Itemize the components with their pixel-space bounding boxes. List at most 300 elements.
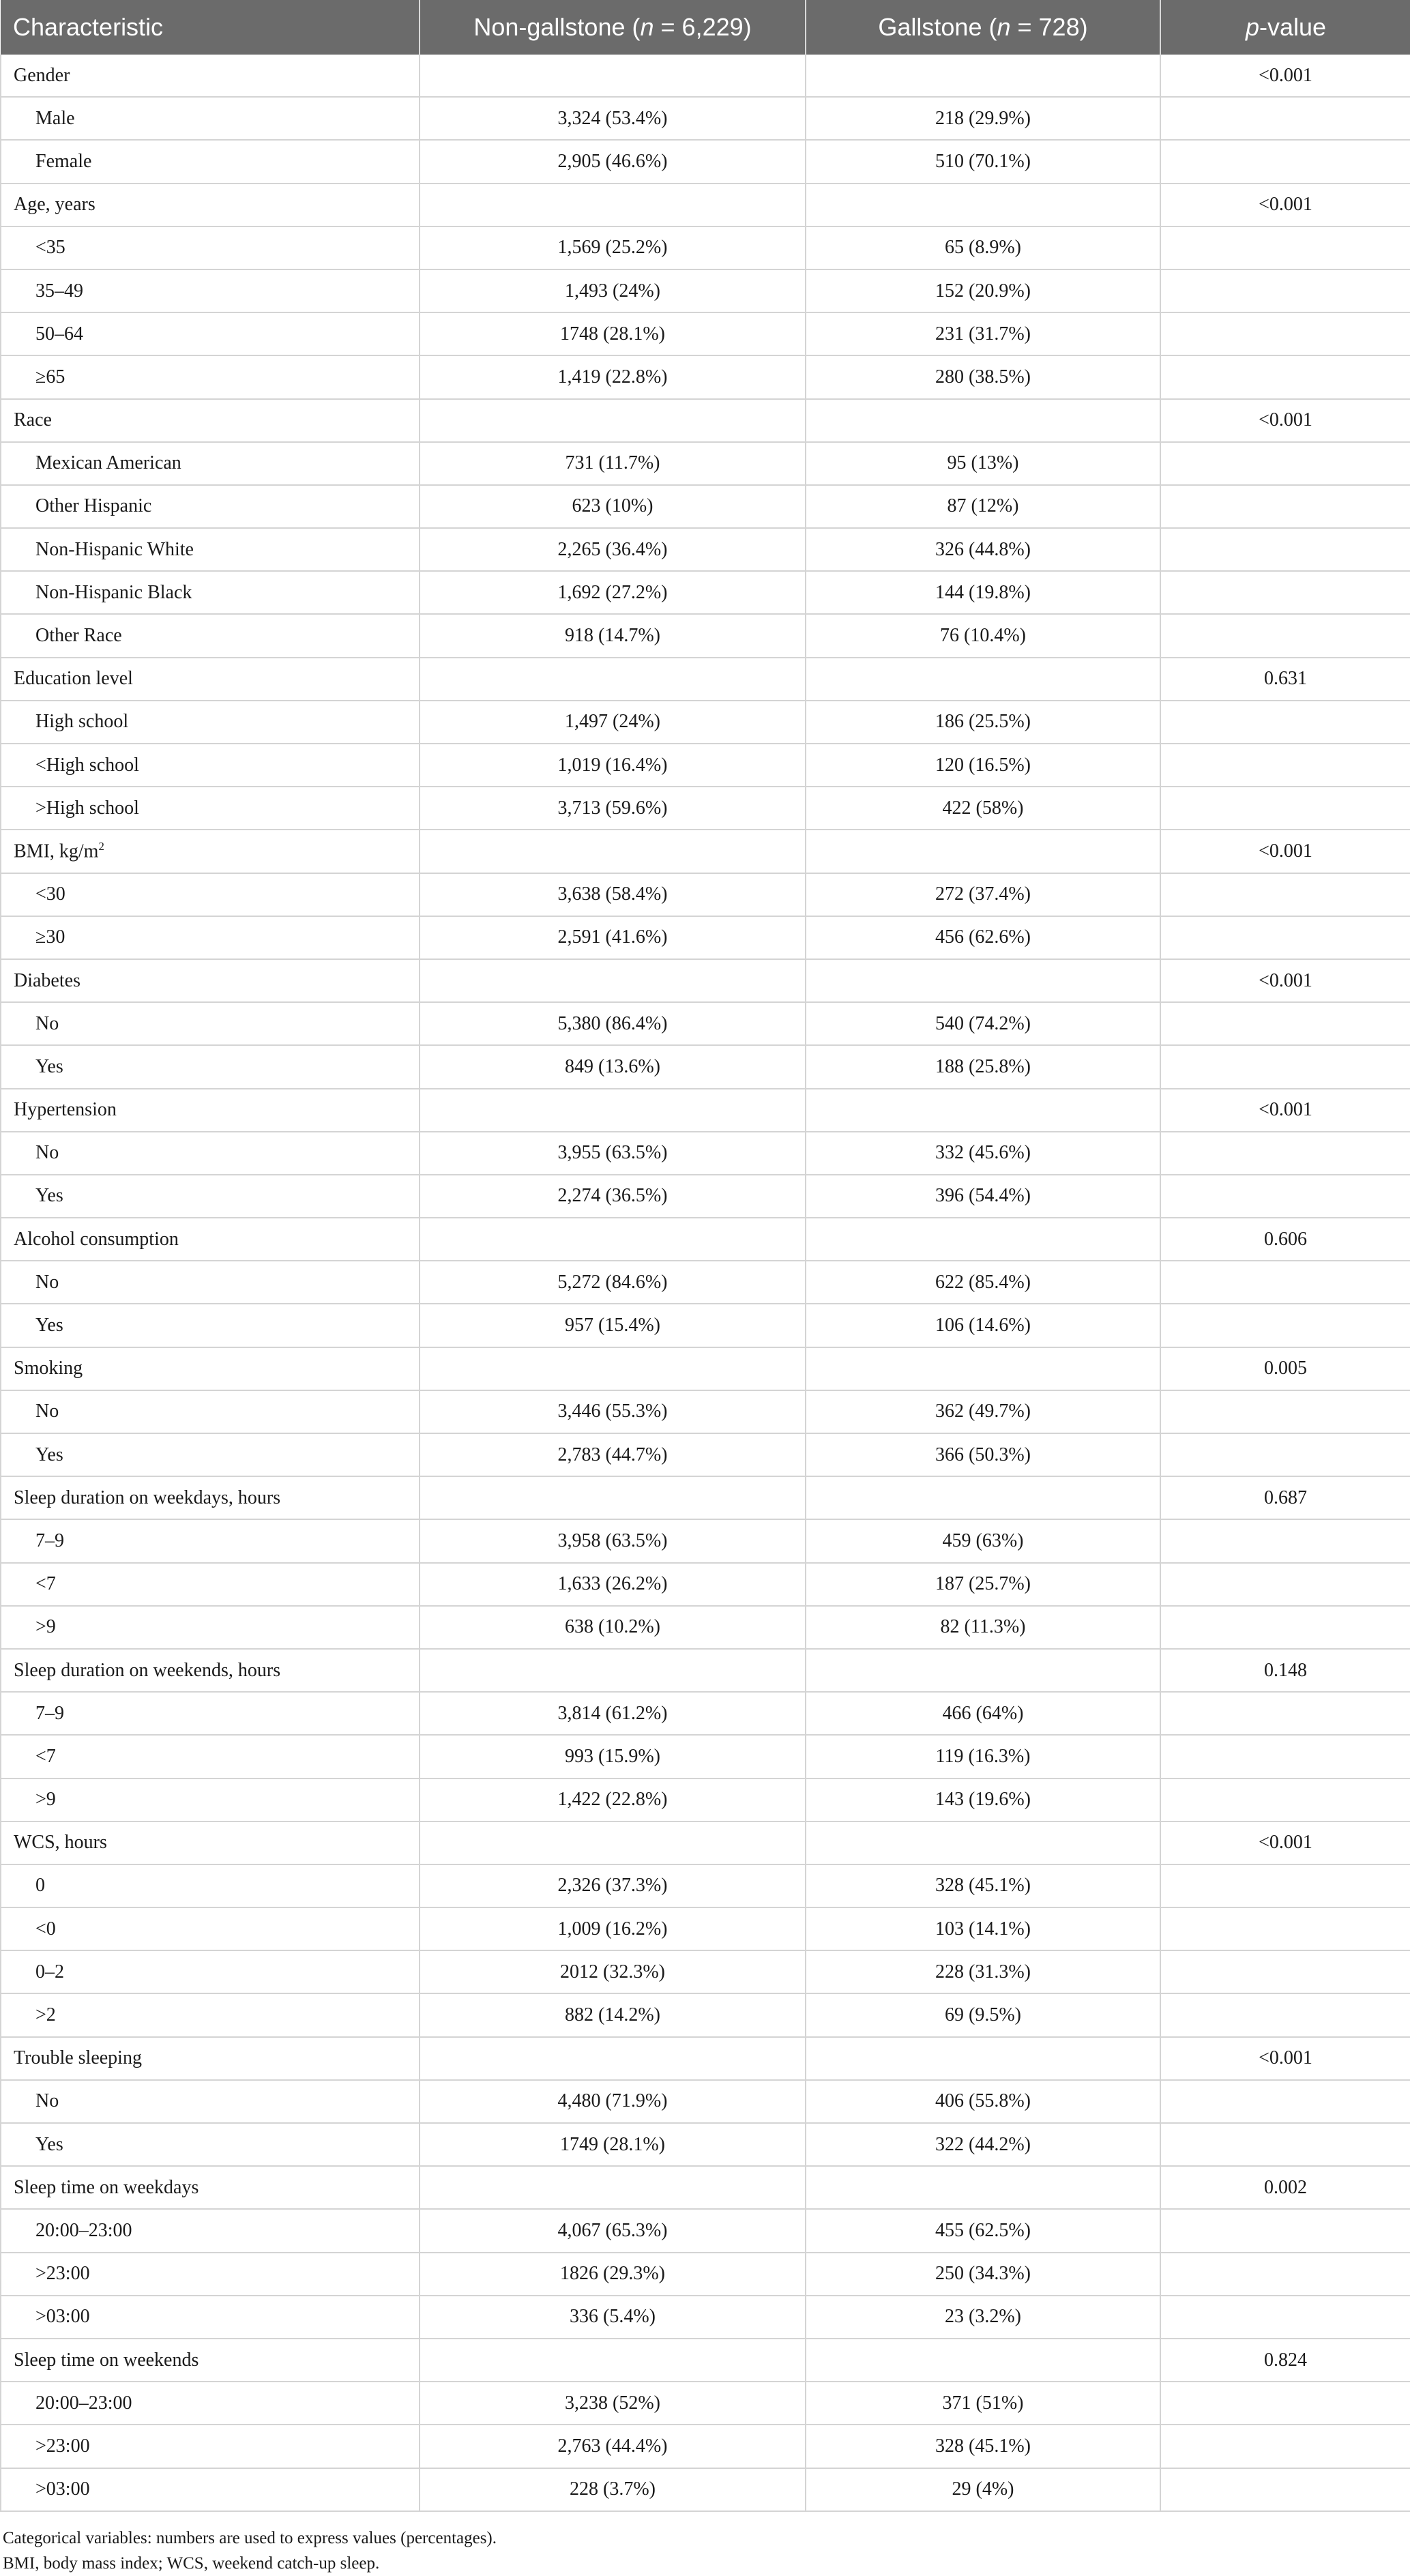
footnote-line: BMI, body mass index; WCS, weekend catch-up sleep. xyxy=(3,2553,380,2573)
row-label-cell xyxy=(1,2339,420,2382)
non-gallstone-cell xyxy=(420,1218,806,1261)
table-row xyxy=(1,485,1410,528)
non-gallstone-cell: 2,783 (44.7%) xyxy=(420,1433,806,1476)
row-label: <7 xyxy=(35,1573,56,1595)
non-gallstone-cell xyxy=(420,1347,806,1390)
row-label: BMI, kg/m xyxy=(14,840,99,862)
table-row xyxy=(1,1175,1410,1218)
gallstone-cell: 371 (51%) xyxy=(806,2382,1160,2425)
p-value-cell xyxy=(1160,140,1410,183)
non-gallstone-cell: 336 (5.4%) xyxy=(420,2296,806,2339)
gallstone-cell: 186 (25.5%) xyxy=(806,701,1160,744)
row-label: Age, years xyxy=(14,194,96,216)
row-label-cell xyxy=(1,571,420,614)
gallstone-cell xyxy=(806,959,1160,1002)
non-gallstone-cell: 2,905 (46.6%) xyxy=(420,140,806,183)
p-value-cell xyxy=(1160,1735,1410,1778)
row-label: >High school xyxy=(35,797,139,819)
table-group-row xyxy=(1,184,1410,226)
row-label-cell xyxy=(1,2166,420,2209)
non-gallstone-cell: 1,497 (24%) xyxy=(420,701,806,744)
gallstone-cell xyxy=(806,2037,1160,2080)
table-row xyxy=(1,2468,1410,2511)
row-label: No xyxy=(35,1401,59,1422)
table-row xyxy=(1,2425,1410,2468)
gallstone-cell: 106 (14.6%) xyxy=(806,1304,1160,1347)
row-label: 0 xyxy=(35,1875,45,1897)
p-value-cell xyxy=(1160,1261,1410,1304)
p-value-cell xyxy=(1160,873,1410,916)
row-label: Female xyxy=(35,150,92,172)
table-body xyxy=(1,55,1410,2511)
p-value-cell xyxy=(1160,97,1410,140)
non-gallstone-cell xyxy=(420,1821,806,1864)
table-row xyxy=(1,97,1410,140)
p-value-cell: 0.824 xyxy=(1160,2339,1410,2382)
table-row xyxy=(1,1045,1410,1088)
non-gallstone-cell: 1,422 (22.8%) xyxy=(420,1779,806,1821)
gallstone-cell: 76 (10.4%) xyxy=(806,614,1160,657)
table-row xyxy=(1,355,1410,398)
gallstone-cell xyxy=(806,1476,1160,1519)
p-value-cell xyxy=(1160,2253,1410,2296)
non-gallstone-cell: 849 (13.6%) xyxy=(420,1045,806,1088)
header-n-symbol: n xyxy=(640,13,654,41)
row-label: >23:00 xyxy=(35,2435,90,2457)
gallstone-cell: 188 (25.8%) xyxy=(806,1045,1160,1088)
p-value-cell xyxy=(1160,442,1410,485)
row-label-cell xyxy=(1,2080,420,2123)
row-label-cell xyxy=(1,1692,420,1735)
p-value-cell xyxy=(1160,226,1410,269)
table-row xyxy=(1,1132,1410,1175)
table-row xyxy=(1,226,1410,269)
p-value-cell xyxy=(1160,485,1410,528)
row-label: >2 xyxy=(35,2004,56,2026)
row-label-cell xyxy=(1,830,420,873)
p-value-cell xyxy=(1160,1390,1410,1433)
row-label-cell xyxy=(1,1950,420,1993)
gallstone-cell: 328 (45.1%) xyxy=(806,1864,1160,1907)
p-value-cell xyxy=(1160,269,1410,312)
non-gallstone-cell: 2012 (32.3%) xyxy=(420,1950,806,1993)
row-label: Other Race xyxy=(35,625,122,647)
row-label: Mexican American xyxy=(35,452,181,474)
row-label: Sleep duration on weekdays, hours xyxy=(14,1487,281,1508)
row-label-cell xyxy=(1,226,420,269)
p-value-cell xyxy=(1160,2382,1410,2425)
p-value-cell xyxy=(1160,2296,1410,2339)
row-label-cell xyxy=(1,442,420,485)
p-value-cell xyxy=(1160,1045,1410,1088)
row-label-cell xyxy=(1,399,420,442)
row-label-cell xyxy=(1,269,420,312)
row-label: WCS, hours xyxy=(14,1832,107,1854)
non-gallstone-cell xyxy=(420,2339,806,2382)
row-label-cell xyxy=(1,1390,420,1433)
header-row xyxy=(1,0,1410,55)
non-gallstone-cell: 993 (15.9%) xyxy=(420,1735,806,1778)
non-gallstone-cell: 2,763 (44.4%) xyxy=(420,2425,806,2468)
gallstone-cell xyxy=(806,2166,1160,2209)
gallstone-cell xyxy=(806,399,1160,442)
row-label-cell xyxy=(1,873,420,916)
table-group-row xyxy=(1,2037,1410,2080)
row-label-cell xyxy=(1,1907,420,1950)
row-label-cell xyxy=(1,2425,420,2468)
table-row xyxy=(1,787,1410,830)
row-label-cell xyxy=(1,312,420,355)
non-gallstone-cell: 623 (10%) xyxy=(420,485,806,528)
table-row xyxy=(1,1864,1410,1907)
p-value-cell: 0.005 xyxy=(1160,1347,1410,1390)
gallstone-cell xyxy=(806,2339,1160,2382)
non-gallstone-cell: 1826 (29.3%) xyxy=(420,2253,806,2296)
gallstone-cell: 272 (37.4%) xyxy=(806,873,1160,916)
header-non-gallstone-suffix: = 6,229) xyxy=(653,13,752,41)
table-group-row xyxy=(1,1476,1410,1519)
row-label: 20:00–23:00 xyxy=(35,2219,132,2241)
row-label-cell xyxy=(1,1864,420,1907)
table-row xyxy=(1,442,1410,485)
p-value-cell: <0.001 xyxy=(1160,55,1410,97)
table-group-row xyxy=(1,399,1410,442)
header-p-symbol: p xyxy=(1245,13,1259,41)
table-group-row xyxy=(1,1218,1410,1261)
non-gallstone-cell: 1,009 (16.2%) xyxy=(420,1907,806,1950)
table-row xyxy=(1,1519,1410,1562)
non-gallstone-cell xyxy=(420,55,806,97)
row-label-cell xyxy=(1,1649,420,1692)
gallstone-cell: 280 (38.5%) xyxy=(806,355,1160,398)
p-value-cell xyxy=(1160,2080,1410,2123)
header-non-gallstone xyxy=(420,0,806,55)
gallstone-cell: 540 (74.2%) xyxy=(806,1002,1160,1045)
table-row xyxy=(1,528,1410,571)
table-header xyxy=(1,0,1410,55)
non-gallstone-cell: 1,692 (27.2%) xyxy=(420,571,806,614)
header-n-symbol: n xyxy=(997,13,1011,41)
row-label-cell xyxy=(1,1261,420,1304)
row-label: No xyxy=(35,2090,59,2112)
row-label: Trouble sleeping xyxy=(14,2047,142,2069)
table-row xyxy=(1,1692,1410,1735)
header-characteristic: Characteristic xyxy=(1,0,420,55)
row-label: 20:00–23:00 xyxy=(35,2392,132,2414)
row-label-cell xyxy=(1,97,420,140)
non-gallstone-cell: 3,955 (63.5%) xyxy=(420,1132,806,1175)
non-gallstone-cell xyxy=(420,1089,806,1132)
p-value-cell xyxy=(1160,1433,1410,1476)
gallstone-cell: 29 (4%) xyxy=(806,2468,1160,2511)
table-row xyxy=(1,701,1410,744)
p-value-cell: <0.001 xyxy=(1160,830,1410,873)
row-label: Non-Hispanic Black xyxy=(35,581,192,603)
row-label: 7–9 xyxy=(35,1530,64,1551)
p-value-cell xyxy=(1160,2123,1410,2166)
table-group-row xyxy=(1,2339,1410,2382)
gallstone-cell: 231 (31.7%) xyxy=(806,312,1160,355)
gallstone-cell: 103 (14.1%) xyxy=(806,1907,1160,1950)
gallstone-cell: 406 (55.8%) xyxy=(806,2080,1160,2123)
row-label: Education level xyxy=(14,668,133,690)
table-group-row xyxy=(1,1347,1410,1390)
row-label-cell xyxy=(1,1519,420,1562)
table-row xyxy=(1,744,1410,787)
non-gallstone-cell: 918 (14.7%) xyxy=(420,614,806,657)
row-label: Yes xyxy=(35,1185,63,1207)
table-group-row xyxy=(1,1089,1410,1132)
row-label: Other Hispanic xyxy=(35,495,152,517)
p-value-cell xyxy=(1160,916,1410,959)
table-row xyxy=(1,2123,1410,2166)
non-gallstone-cell: 5,380 (86.4%) xyxy=(420,1002,806,1045)
row-label-cell xyxy=(1,184,420,226)
non-gallstone-cell: 1,419 (22.8%) xyxy=(420,355,806,398)
gallstone-cell xyxy=(806,1649,1160,1692)
table-group-row xyxy=(1,1821,1410,1864)
row-label: Alcohol consumption xyxy=(14,1228,179,1250)
gallstone-cell: 152 (20.9%) xyxy=(806,269,1160,312)
gallstone-cell: 69 (9.5%) xyxy=(806,1993,1160,2036)
non-gallstone-cell: 3,446 (55.3%) xyxy=(420,1390,806,1433)
row-label-cell xyxy=(1,614,420,657)
row-label-superscript: 2 xyxy=(98,840,104,853)
table-row xyxy=(1,1304,1410,1347)
row-label-cell xyxy=(1,2296,420,2339)
non-gallstone-cell: 1,493 (24%) xyxy=(420,269,806,312)
row-label: <7 xyxy=(35,1745,56,1767)
row-label-cell xyxy=(1,2468,420,2511)
table-row xyxy=(1,1907,1410,1950)
gallstone-cell xyxy=(806,55,1160,97)
gallstone-cell xyxy=(806,1821,1160,1864)
row-label: 50–64 xyxy=(35,323,83,345)
row-label: <High school xyxy=(35,754,139,776)
non-gallstone-cell: 957 (15.4%) xyxy=(420,1304,806,1347)
row-label-cell xyxy=(1,1132,420,1175)
table-row xyxy=(1,312,1410,355)
gallstone-cell: 362 (49.7%) xyxy=(806,1390,1160,1433)
row-label-cell xyxy=(1,1563,420,1606)
table-group-row xyxy=(1,959,1410,1002)
non-gallstone-cell xyxy=(420,658,806,701)
non-gallstone-cell: 5,272 (84.6%) xyxy=(420,1261,806,1304)
p-value-cell xyxy=(1160,744,1410,787)
row-label-cell xyxy=(1,1606,420,1649)
row-label-cell xyxy=(1,2123,420,2166)
p-value-cell xyxy=(1160,2209,1410,2252)
gallstone-cell: 326 (44.8%) xyxy=(806,528,1160,571)
p-value-cell xyxy=(1160,614,1410,657)
row-label: Hypertension xyxy=(14,1099,117,1121)
table-footnotes xyxy=(0,2512,1410,2576)
gallstone-cell: 120 (16.5%) xyxy=(806,744,1160,787)
gallstone-cell: 250 (34.3%) xyxy=(806,2253,1160,2296)
p-value-cell xyxy=(1160,701,1410,744)
header-gallstone xyxy=(806,0,1160,55)
row-label: Male xyxy=(35,107,75,129)
gallstone-cell: 422 (58%) xyxy=(806,787,1160,830)
gallstone-cell: 218 (29.9%) xyxy=(806,97,1160,140)
row-label-cell xyxy=(1,2382,420,2425)
row-label: Gender xyxy=(14,64,70,86)
table-row xyxy=(1,916,1410,959)
row-label: Yes xyxy=(35,1055,63,1077)
row-label: Sleep time on weekends xyxy=(14,2349,199,2371)
p-value-cell: <0.001 xyxy=(1160,184,1410,226)
gallstone-cell: 510 (70.1%) xyxy=(806,140,1160,183)
p-value-cell: <0.001 xyxy=(1160,1821,1410,1864)
row-label: Sleep time on weekdays xyxy=(14,2176,199,2198)
gallstone-cell xyxy=(806,1347,1160,1390)
table-group-row xyxy=(1,830,1410,873)
row-label-cell xyxy=(1,1304,420,1347)
header-gallstone-suffix: = 728) xyxy=(1010,13,1088,41)
table-row xyxy=(1,571,1410,614)
non-gallstone-cell xyxy=(420,830,806,873)
row-label-cell xyxy=(1,528,420,571)
gallstone-cell: 622 (85.4%) xyxy=(806,1261,1160,1304)
non-gallstone-cell: 2,326 (37.3%) xyxy=(420,1864,806,1907)
row-label: Smoking xyxy=(14,1358,83,1379)
row-label: <30 xyxy=(35,883,65,905)
non-gallstone-cell: 638 (10.2%) xyxy=(420,1606,806,1649)
table-row xyxy=(1,1563,1410,1606)
table-row xyxy=(1,873,1410,916)
row-label-cell xyxy=(1,1218,420,1261)
table-row xyxy=(1,1950,1410,1993)
gallstone-cell: 119 (16.3%) xyxy=(806,1735,1160,1778)
non-gallstone-cell xyxy=(420,2037,806,2080)
table-row xyxy=(1,2253,1410,2296)
row-label-cell xyxy=(1,2253,420,2296)
non-gallstone-cell: 3,713 (59.6%) xyxy=(420,787,806,830)
non-gallstone-cell: 4,480 (71.9%) xyxy=(420,2080,806,2123)
table-row xyxy=(1,1735,1410,1778)
row-label-cell xyxy=(1,485,420,528)
gallstone-cell xyxy=(806,830,1160,873)
non-gallstone-cell: 3,958 (63.5%) xyxy=(420,1519,806,1562)
p-value-cell xyxy=(1160,1993,1410,2036)
non-gallstone-cell: 3,238 (52%) xyxy=(420,2382,806,2425)
row-label-cell xyxy=(1,1476,420,1519)
p-value-cell xyxy=(1160,1907,1410,1950)
row-label: >9 xyxy=(35,1616,56,1638)
row-label: No xyxy=(35,1271,59,1293)
row-label: Sleep duration on weekends, hours xyxy=(14,1659,281,1681)
row-label-cell xyxy=(1,355,420,398)
p-value-cell xyxy=(1160,787,1410,830)
row-label-cell xyxy=(1,1089,420,1132)
row-label-cell xyxy=(1,55,420,97)
table-row xyxy=(1,614,1410,657)
gallstone-cell: 23 (3.2%) xyxy=(806,2296,1160,2339)
non-gallstone-cell xyxy=(420,2166,806,2209)
p-value-cell: <0.001 xyxy=(1160,2037,1410,2080)
table-row xyxy=(1,1390,1410,1433)
row-label-cell xyxy=(1,1045,420,1088)
header-non-gallstone-prefix: Non-gallstone ( xyxy=(473,13,641,41)
gallstone-cell: 332 (45.6%) xyxy=(806,1132,1160,1175)
p-value-cell xyxy=(1160,1692,1410,1735)
row-label: High school xyxy=(35,711,129,733)
gallstone-cell: 459 (63%) xyxy=(806,1519,1160,1562)
non-gallstone-cell: 3,638 (58.4%) xyxy=(420,873,806,916)
p-value-cell: 0.606 xyxy=(1160,1218,1410,1261)
row-label-cell xyxy=(1,787,420,830)
p-value-cell xyxy=(1160,1132,1410,1175)
gallstone-cell: 228 (31.3%) xyxy=(806,1950,1160,1993)
gallstone-cell: 143 (19.6%) xyxy=(806,1779,1160,1821)
table-row xyxy=(1,2080,1410,2123)
p-value-cell: 0.631 xyxy=(1160,658,1410,701)
non-gallstone-cell xyxy=(420,184,806,226)
row-label: Diabetes xyxy=(14,969,80,991)
row-label: 0–2 xyxy=(35,1961,64,1982)
row-label: >03:00 xyxy=(35,2306,90,2328)
non-gallstone-cell: 882 (14.2%) xyxy=(420,1993,806,2036)
p-value-cell: <0.001 xyxy=(1160,959,1410,1002)
table-row xyxy=(1,1606,1410,1649)
gallstone-cell: 466 (64%) xyxy=(806,1692,1160,1735)
row-label-cell xyxy=(1,2037,420,2080)
non-gallstone-cell: 731 (11.7%) xyxy=(420,442,806,485)
header-p-suffix: -value xyxy=(1259,13,1327,41)
row-label: No xyxy=(35,1142,59,1164)
table-row xyxy=(1,1779,1410,1821)
p-value-cell xyxy=(1160,1779,1410,1821)
p-value-cell xyxy=(1160,312,1410,355)
p-value-cell xyxy=(1160,528,1410,571)
p-value-cell xyxy=(1160,1563,1410,1606)
row-label-cell xyxy=(1,1002,420,1045)
row-label-cell xyxy=(1,1433,420,1476)
p-value-cell: 0.002 xyxy=(1160,2166,1410,2209)
gallstone-cell: 95 (13%) xyxy=(806,442,1160,485)
gallstone-cell: 87 (12%) xyxy=(806,485,1160,528)
row-label: No xyxy=(35,1012,59,1034)
non-gallstone-cell xyxy=(420,1476,806,1519)
gallstone-cell: 456 (62.6%) xyxy=(806,916,1160,959)
table-row xyxy=(1,1433,1410,1476)
row-label-cell xyxy=(1,916,420,959)
table-row xyxy=(1,140,1410,183)
gallstone-cell xyxy=(806,1218,1160,1261)
non-gallstone-cell xyxy=(420,959,806,1002)
p-value-cell xyxy=(1160,571,1410,614)
row-label-cell xyxy=(1,658,420,701)
row-label: >23:00 xyxy=(35,2263,90,2285)
non-gallstone-cell: 1,633 (26.2%) xyxy=(420,1563,806,1606)
p-value-cell: <0.001 xyxy=(1160,1089,1410,1132)
row-label-cell xyxy=(1,701,420,744)
p-value-cell: 0.148 xyxy=(1160,1649,1410,1692)
p-value-cell xyxy=(1160,1519,1410,1562)
row-label: Yes xyxy=(35,2133,63,2155)
gallstone-cell: 322 (44.2%) xyxy=(806,2123,1160,2166)
gallstone-cell: 144 (19.8%) xyxy=(806,571,1160,614)
footnote-line: Categorical variables: numbers are used to express values (percentages). xyxy=(3,2528,497,2547)
gallstone-cell xyxy=(806,1089,1160,1132)
non-gallstone-cell: 1,569 (25.2%) xyxy=(420,226,806,269)
p-value-cell xyxy=(1160,1175,1410,1218)
row-label-cell xyxy=(1,1347,420,1390)
row-label: >03:00 xyxy=(35,2478,90,2500)
table-row xyxy=(1,2209,1410,2252)
header-gallstone-prefix: Gallstone ( xyxy=(878,13,997,41)
gallstone-cell: 82 (11.3%) xyxy=(806,1606,1160,1649)
